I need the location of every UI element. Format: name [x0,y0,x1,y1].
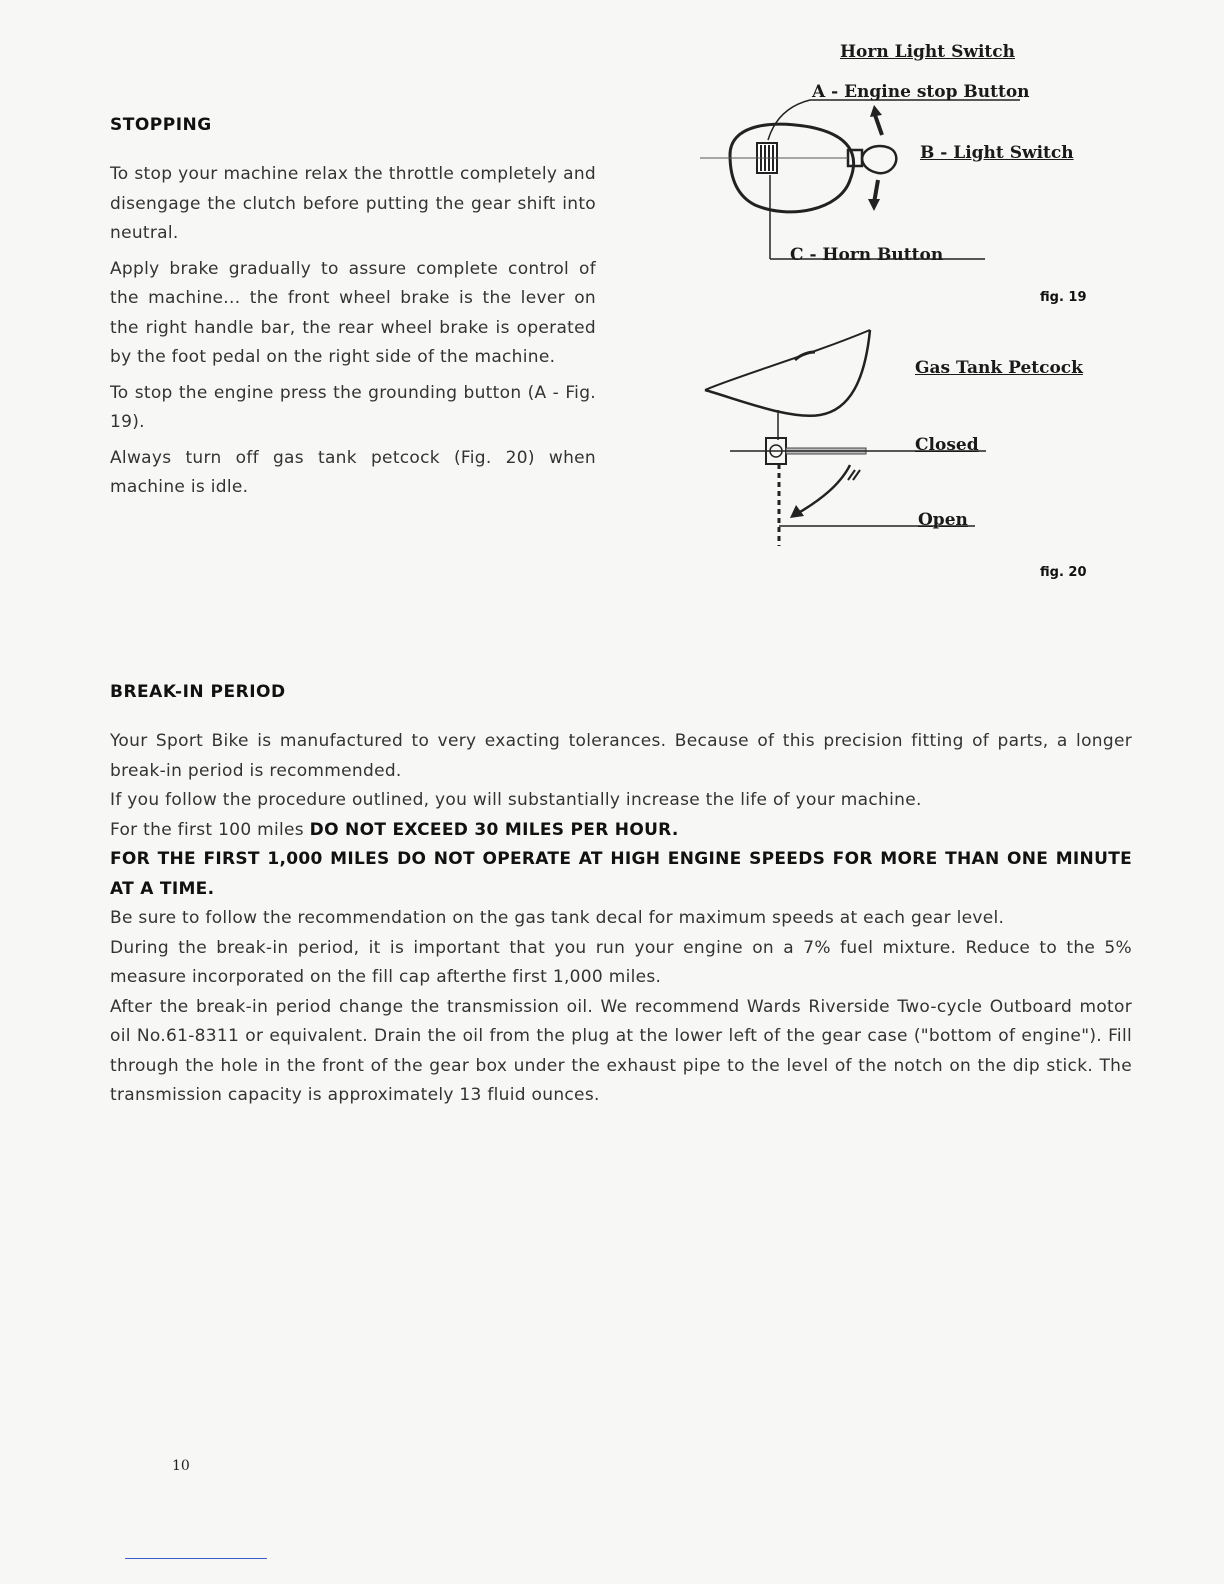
fig-19-caption: fig. 19 [1040,290,1087,305]
horn-light-switch-drawing [700,35,1120,315]
light-switch-knob [862,146,896,173]
stopping-paragraph-3: To stop the engine press the grounding button (A - Fig. 19). [110,382,596,432]
tank-bowl [705,330,870,416]
fig-19-label-a: A - Engine stop Button [812,82,1030,102]
fig-19-diagram [700,35,1120,315]
breakin-heading: BREAK-IN PERIOD [110,682,286,702]
breakin-paragraph-6: During the break-in period, it is important that you run your engine on a 7% fuel mixture. Reduce to the 5% measure incorporated on the fill cap afterthe first 1,000 miles. [110,937,1132,987]
breakin-speed-warning: DO NOT EXCEED 30 MILES PER HOUR. [309,819,679,840]
tank-edge [705,330,870,390]
breakin-high-speed-warning: FOR THE FIRST 1,000 MILES DO NOT OPERATE AT HIGH ENGINE SPEEDS FOR MORE THAN ONE MINUTE AT A TIME. [110,849,1132,899]
fig-20-caption: fig. 20 [1040,565,1087,580]
switch-housing-shape [730,124,854,212]
stopping-text [110,160,596,509]
stopping-paragraph-1: To stop your machine relax the throttle completely and disengage the clutch before putting the gear shift into neutral. [110,164,596,243]
fig-20-label-open: Open [918,510,968,530]
stopping-heading: STOPPING [110,115,212,135]
fig-19-title: Horn Light Switch [840,42,1015,62]
fig-20-label-closed: Closed [915,435,979,455]
page-number: 10 [172,1458,190,1474]
footer-divider [125,1558,267,1559]
breakin-paragraph-1: Your Sport Bike is manufactured to very exacting tolerances. Because of this precision fitting of parts, a longer break-in period is recommended. [110,731,1132,781]
fig-19-label-c: C - Horn Button [790,245,944,265]
stopping-paragraph-2: Apply brake gradually to assure complete control of the machine... the front wheel brake is the lever on the right handle bar, the rear wheel brake is operated by the foot pedal on the right side of the machine. [110,258,596,367]
fig-19-label-b: B - Light Switch [920,143,1074,163]
fig-20-title: Gas Tank Petcock [915,358,1083,378]
breakin-paragraph-5: Be sure to follow the recommendation on the gas tank decal for maximum speeds at each gear level. [110,908,1005,928]
breakin-paragraph-7: After the break-in period change the transmission oil. We recommend Wards Riverside Two-cycle Outboard motor oil No.61-8311 or equivalent. Drain the oil from the plug at the lower left of the gear case ("bottom of engine"). Fill through the hole in the front of the gear box under the exhaust pipe to the level of the notch on the dip stick. The transmission capacity is approximately 13 fluid ounces. [110,996,1132,1105]
stopping-paragraph-4: Always turn off gas tank petcock (Fig. 20) when machine is idle. [110,447,596,497]
breakin-paragraph-2: If you follow the procedure outlined, you will substantially increase the life of your machine. [110,790,922,810]
breakin-paragraph-3-text: For the first 100 miles [110,819,310,840]
breakin-paragraph-3 [110,816,1132,846]
breakin-text [110,727,1132,1111]
